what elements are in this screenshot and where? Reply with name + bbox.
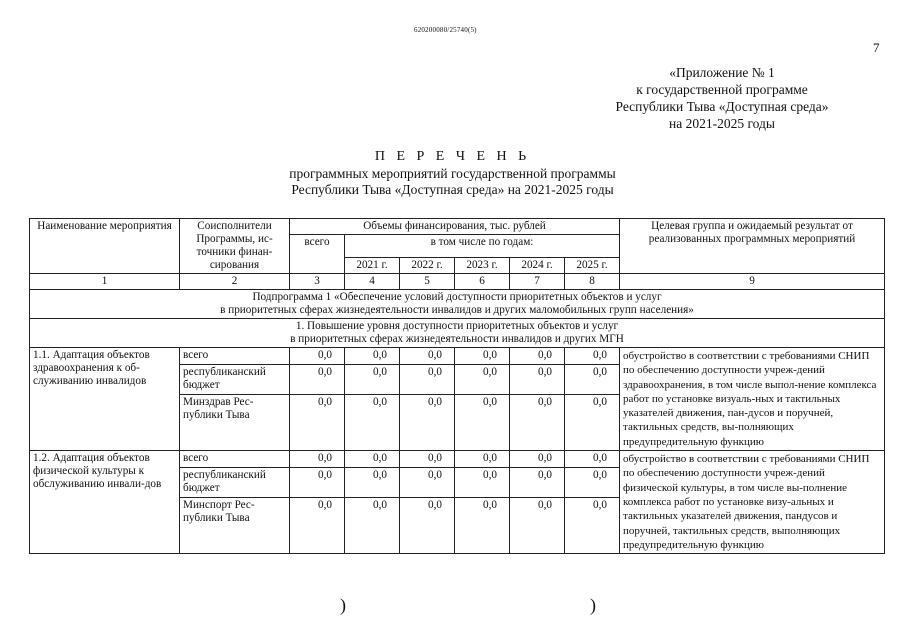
activity-name: 1.1. Адаптация объектов здравоохранения к об-служиванию инвалидов — [30, 348, 180, 451]
amount-2023: 0,0 — [455, 364, 510, 394]
activity-name: 1.2. Адаптация объектов физической культуры к обслуживанию инвали-дов — [30, 451, 180, 554]
column-number: 5 — [400, 274, 455, 290]
header-co-executors: Соисполнители Программы, ис-точники финан-сирования — [180, 219, 290, 274]
amount-2024: 0,0 — [510, 348, 565, 365]
document-id: 620200080/25740(5) — [414, 26, 477, 34]
document-title: П Е Р Е Ч Е Н Ь — [374, 149, 531, 164]
amount-total: 0,0 — [290, 467, 345, 497]
column-number: 1 — [30, 274, 180, 290]
document-title-block — [0, 148, 905, 198]
amount-2021: 0,0 — [345, 451, 400, 468]
amount-2022: 0,0 — [400, 498, 455, 554]
amount-total: 0,0 — [290, 364, 345, 394]
document-subtitle: программных мероприятий государственной программы — [289, 166, 616, 181]
appendix-line: на 2021-2025 годы — [669, 116, 775, 131]
section-line: 1. Повышение уровня доступности приоритетных объектов и услуг — [295, 320, 619, 332]
section-row — [30, 319, 885, 348]
funding-source: Минздрав Рес-публики Тыва — [180, 395, 290, 451]
column-number: 8 — [565, 274, 620, 290]
header-financing: Объемы финансирования, тыс. рублей — [290, 219, 620, 235]
amount-2023: 0,0 — [455, 451, 510, 468]
header-by-years: в том числе по годам: — [345, 235, 620, 258]
funding-source: Минспорт Рес-публики Тыва — [180, 498, 290, 554]
appendix-line: к государственной программе — [636, 82, 808, 97]
amount-2021: 0,0 — [345, 364, 400, 394]
amount-2025: 0,0 — [565, 467, 620, 497]
amount-2021: 0,0 — [345, 348, 400, 365]
appendix-line: Республики Тыва «Доступная среда» — [615, 99, 829, 114]
funding-source: всего — [180, 348, 290, 365]
subprogram-row — [30, 290, 885, 319]
amount-2021: 0,0 — [345, 498, 400, 554]
expected-result: обустройство в соответствии с требованиями СНИП по обеспечению доступности учреж-дений физической культуры, в том числе вы-полнение комплекса работ по установке визу-альных и тактильных указателей движения, пандусов и поручней, тактильных средств, выполняющих предупредительную функцию — [620, 451, 885, 554]
amount-2024: 0,0 — [510, 395, 565, 451]
funding-source: республиканский бюджет — [180, 364, 290, 394]
amount-2025: 0,0 — [565, 451, 620, 468]
activities-table — [29, 218, 885, 554]
document-subtitle: Республики Тыва «Доступная среда» на 2021-2025 годы — [291, 182, 614, 197]
header-activity-name: Наименование мероприятия — [30, 219, 180, 274]
amount-2025: 0,0 — [565, 364, 620, 394]
appendix-line: «Приложение № 1 — [669, 65, 775, 80]
amount-2023: 0,0 — [455, 395, 510, 451]
subprogram-line: Подпрограмма 1 «Обеспечение условий доступности приоритетных объектов и услуг — [252, 291, 662, 303]
header-year: 2024 г. — [510, 258, 565, 274]
header-year: 2023 г. — [455, 258, 510, 274]
amount-2024: 0,0 — [510, 498, 565, 554]
header-year: 2022 г. — [400, 258, 455, 274]
funding-source: всего — [180, 451, 290, 468]
column-number: 3 — [290, 274, 345, 290]
amount-2024: 0,0 — [510, 364, 565, 394]
amount-total: 0,0 — [290, 348, 345, 365]
amount-2022: 0,0 — [400, 451, 455, 468]
column-number: 9 — [620, 274, 885, 290]
amount-2021: 0,0 — [345, 467, 400, 497]
amount-2025: 0,0 — [565, 498, 620, 554]
column-number: 4 — [345, 274, 400, 290]
amount-2023: 0,0 — [455, 467, 510, 497]
column-number: 2 — [180, 274, 290, 290]
amount-2022: 0,0 — [400, 364, 455, 394]
section-line: в приоритетных сферах жизнедеятельности инвалидов и других МГН — [290, 333, 624, 345]
amount-2023: 0,0 — [455, 348, 510, 365]
table-row — [30, 348, 885, 365]
appendix-header — [592, 64, 852, 132]
amount-2021: 0,0 — [345, 395, 400, 451]
amount-2023: 0,0 — [455, 498, 510, 554]
amount-total: 0,0 — [290, 498, 345, 554]
column-number: 7 — [510, 274, 565, 290]
amount-2025: 0,0 — [565, 348, 620, 365]
amount-2022: 0,0 — [400, 348, 455, 365]
column-number: 6 — [455, 274, 510, 290]
amount-total: 0,0 — [290, 395, 345, 451]
amount-total: 0,0 — [290, 451, 345, 468]
header-year: 2021 г. — [345, 258, 400, 274]
scan-mark: ) — [340, 595, 346, 615]
subprogram-line: в приоритетных сферах жизнедеятельности инвалидов и других маломобильных групп населения» — [220, 304, 694, 316]
amount-2025: 0,0 — [565, 395, 620, 451]
header-total: всего — [290, 235, 345, 274]
table-row — [30, 451, 885, 468]
header-result: Целевая группа и ожидаемый результат от реализованных программных мероприятий — [620, 219, 885, 274]
amount-2024: 0,0 — [510, 467, 565, 497]
amount-2024: 0,0 — [510, 451, 565, 468]
expected-result: обустройство в соответствии с требованиями СНИП по обеспечению доступности учреж-дений здравоохранения, в том числе выпол-нение комплекса работ по установке визуаль-ных и тактильных указателей движения, пан-дусов и поручней, тактильных средств, вы-полняющих предупредительную функцию — [620, 348, 885, 451]
funding-source: республиканский бюджет — [180, 467, 290, 497]
header-year: 2025 г. — [565, 258, 620, 274]
page-number: 7 — [873, 40, 880, 55]
scan-mark: ) — [590, 595, 596, 615]
amount-2022: 0,0 — [400, 467, 455, 497]
amount-2022: 0,0 — [400, 395, 455, 451]
